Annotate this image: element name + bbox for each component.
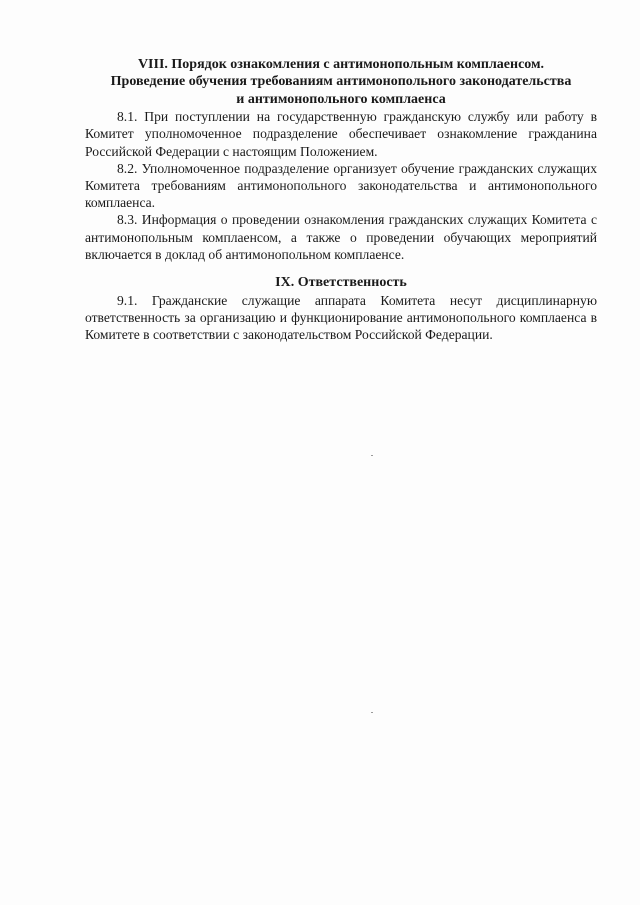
section-8-heading-line-3: и антимонопольного комплаенса (236, 91, 446, 107)
section-9-heading: IX. Ответственность (275, 275, 407, 291)
section-8-heading (85, 56, 597, 108)
paragraph-8-1: 8.1. При поступлении на государственную гражданскую службу или работу в Комитет уполномоченное подразделение обеспечивает ознакомление гражданина Российской Федерации с настоящим Положением. (85, 109, 597, 159)
section-spacer (85, 263, 597, 273)
scan-speck (371, 712, 373, 713)
paragraph-8-3: 8.3. Информация о проведении ознакомления гражданских служащих Комитета с антимонопольным комплаенсом, а также о проведении обучающих мероприятий включается в доклад об антимонопольном комплаенсе. (85, 212, 597, 262)
paragraph-8-2: 8.2. Уполномоченное подразделение организует обучение гражданских служащих Комитета требованиям антимонопольного законодательства и антимонопольного комплаенса. (85, 160, 597, 211)
paragraph-9-1: 9.1. Гражданские служащие аппарата Комитета несут дисциплинарную ответственность за организацию и функционирование антимонопольного комплаенса в Комитете в соответствии с законодательством Российской Федерации. (85, 293, 597, 343)
section-8-heading-line-1: VIII. Порядок ознакомления с антимонопольным комплаенсом. (137, 57, 545, 72)
section-8-heading-line-2: Проведение обучения требованиям антимонопольного законодательства (110, 74, 572, 90)
scan-speck (371, 455, 373, 456)
document-body (85, 56, 597, 344)
